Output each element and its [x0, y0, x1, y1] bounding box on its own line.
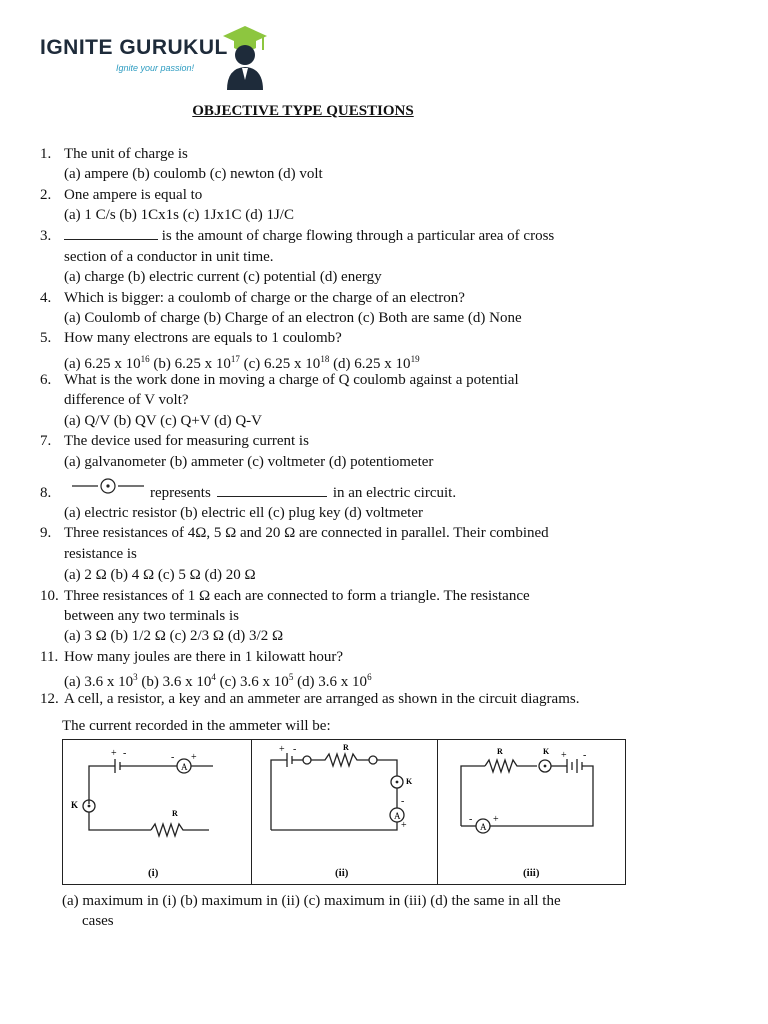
page-title: OBJECTIVE TYPE QUESTIONS [192, 103, 414, 119]
question-subtext: The current recorded in the ammeter will be: [62, 718, 331, 734]
caption-i: (i) [148, 867, 159, 879]
brand-name: IGNITE GURUKUL [40, 36, 228, 59]
question-number: 1. [40, 146, 52, 162]
question-number: 11. [40, 649, 59, 665]
question-number: 3. [40, 228, 52, 244]
question-number: 7. [40, 433, 52, 449]
question-options: (a) galvanometer (b) ammeter (c) voltmeter (d) potentiometer [64, 454, 434, 470]
question-options-line2: cases [82, 913, 114, 929]
svg-text:A: A [181, 762, 188, 772]
question-text: represents in an electric circuit. [150, 485, 457, 501]
svg-text:K: K [71, 800, 79, 810]
question-text: Three resistances of 4Ω, 5 Ω and 20 Ω are connected in parallel. Their combined [64, 525, 549, 541]
svg-text:-: - [401, 796, 405, 807]
caption-iii: (iii) [523, 867, 540, 879]
question-number: 9. [40, 525, 52, 541]
question-options: (a) charge (b) electric current (c) potential (d) energy [64, 269, 382, 285]
brand-tagline: Ignite your passion! [116, 63, 195, 73]
question-number: 12. [40, 691, 59, 707]
question-number: 5. [40, 330, 52, 346]
question-text-line2: difference of V volt? [64, 392, 189, 408]
question-text-line2: resistance is [64, 546, 137, 562]
question-number: 6. [40, 372, 52, 388]
question-options: (a) Q/V (b) QV (c) Q+V (d) Q-V [64, 413, 262, 429]
circuit-ii [251, 740, 437, 864]
question-text: The unit of charge is [64, 146, 188, 162]
question-number: 10. [40, 588, 59, 604]
svg-text:-: - [171, 752, 175, 763]
question-options: (a) 1 C/s (b) 1Cx1s (c) 1Jx1C (d) 1J/C [64, 207, 294, 223]
plug-key-symbol [70, 476, 146, 496]
question-number: 4. [40, 290, 52, 306]
question-text: A cell, a resistor, a key and an ammeter are arranged as shown in the circuit diagrams. [64, 691, 580, 707]
header-logo [40, 30, 280, 90]
question-number: 8. [40, 485, 52, 501]
question-text: How many joules are there in 1 kilowatt hour? [64, 649, 344, 665]
caption-ii: (ii) [335, 867, 349, 879]
circuit-diagrams [62, 739, 626, 885]
minus-label: - [123, 748, 127, 759]
svg-text:-: - [293, 744, 297, 755]
question-text-line2: section of a conductor in unit time. [64, 249, 274, 265]
svg-text:A: A [394, 811, 401, 821]
svg-text:A: A [480, 822, 487, 832]
question-text: is the amount of charge flowing through a particular area of cross [64, 227, 554, 245]
question-options: (a) Coulomb of charge (b) Charge of an electron (c) Both are same (d) None [64, 310, 522, 326]
svg-text:+: + [191, 752, 197, 763]
question-text-line2: between any two terminals is [64, 608, 239, 624]
question-options: (a) 2 Ω (b) 4 Ω (c) 5 Ω (d) 20 Ω [64, 567, 256, 583]
svg-text:-: - [583, 750, 587, 761]
svg-text:+: + [279, 744, 285, 755]
svg-text:+: + [401, 820, 407, 831]
question-text: How many electrons are equals to 1 coulomb? [64, 330, 342, 346]
question-options: (a) ampere (b) coulomb (c) newton (d) volt [64, 166, 323, 182]
svg-text:+: + [493, 814, 499, 825]
circuit-iii [437, 740, 625, 864]
plus-label: + [111, 748, 117, 759]
question-text: Three resistances of 1 Ω each are connected to form a triangle. The resistance [64, 588, 530, 604]
question-text: What is the work done in moving a charge of Q coulomb against a potential [64, 372, 519, 388]
svg-text:R: R [343, 743, 349, 752]
question-options: (a) 6.25 x $10^{16}$ (b) 6.25 x $10^{17}$ (c) 6.25 x $10^{18}$ (d) 6.25 x $10^{19}$ [64, 354, 420, 372]
graduate-icon [217, 22, 269, 90]
question-text: The device used for measuring current is [64, 433, 309, 449]
svg-text:-: - [469, 814, 473, 825]
question-text: One ampere is equal to [64, 187, 203, 203]
circuit-i [63, 740, 251, 864]
question-options: (a) 3.6 x $10^3$ (b) 3.6 x $10^4$ (c) 3.6 x $10^5$ (d) 3.6 x $10^6$ [64, 672, 372, 690]
answer-blank [217, 484, 327, 497]
svg-text:R: R [497, 747, 503, 756]
question-options: (a) electric resistor (b) electric ell (c) plug key (d) voltmeter [64, 505, 423, 521]
question-number: 2. [40, 187, 52, 203]
svg-text:K: K [406, 777, 413, 786]
svg-text:R: R [172, 809, 178, 818]
question-options: (a) maximum in (i) (b) maximum in (ii) (c) maximum in (iii) (d) the same in all the [62, 893, 561, 909]
question-text: Which is bigger: a coulomb of charge or the charge of an electron? [64, 290, 465, 306]
answer-blank [64, 227, 158, 240]
question-options: (a) 3 Ω (b) 1/2 Ω (c) 2/3 Ω (d) 3/2 Ω [64, 628, 284, 644]
svg-text:+: + [561, 750, 567, 761]
svg-text:K: K [543, 747, 550, 756]
